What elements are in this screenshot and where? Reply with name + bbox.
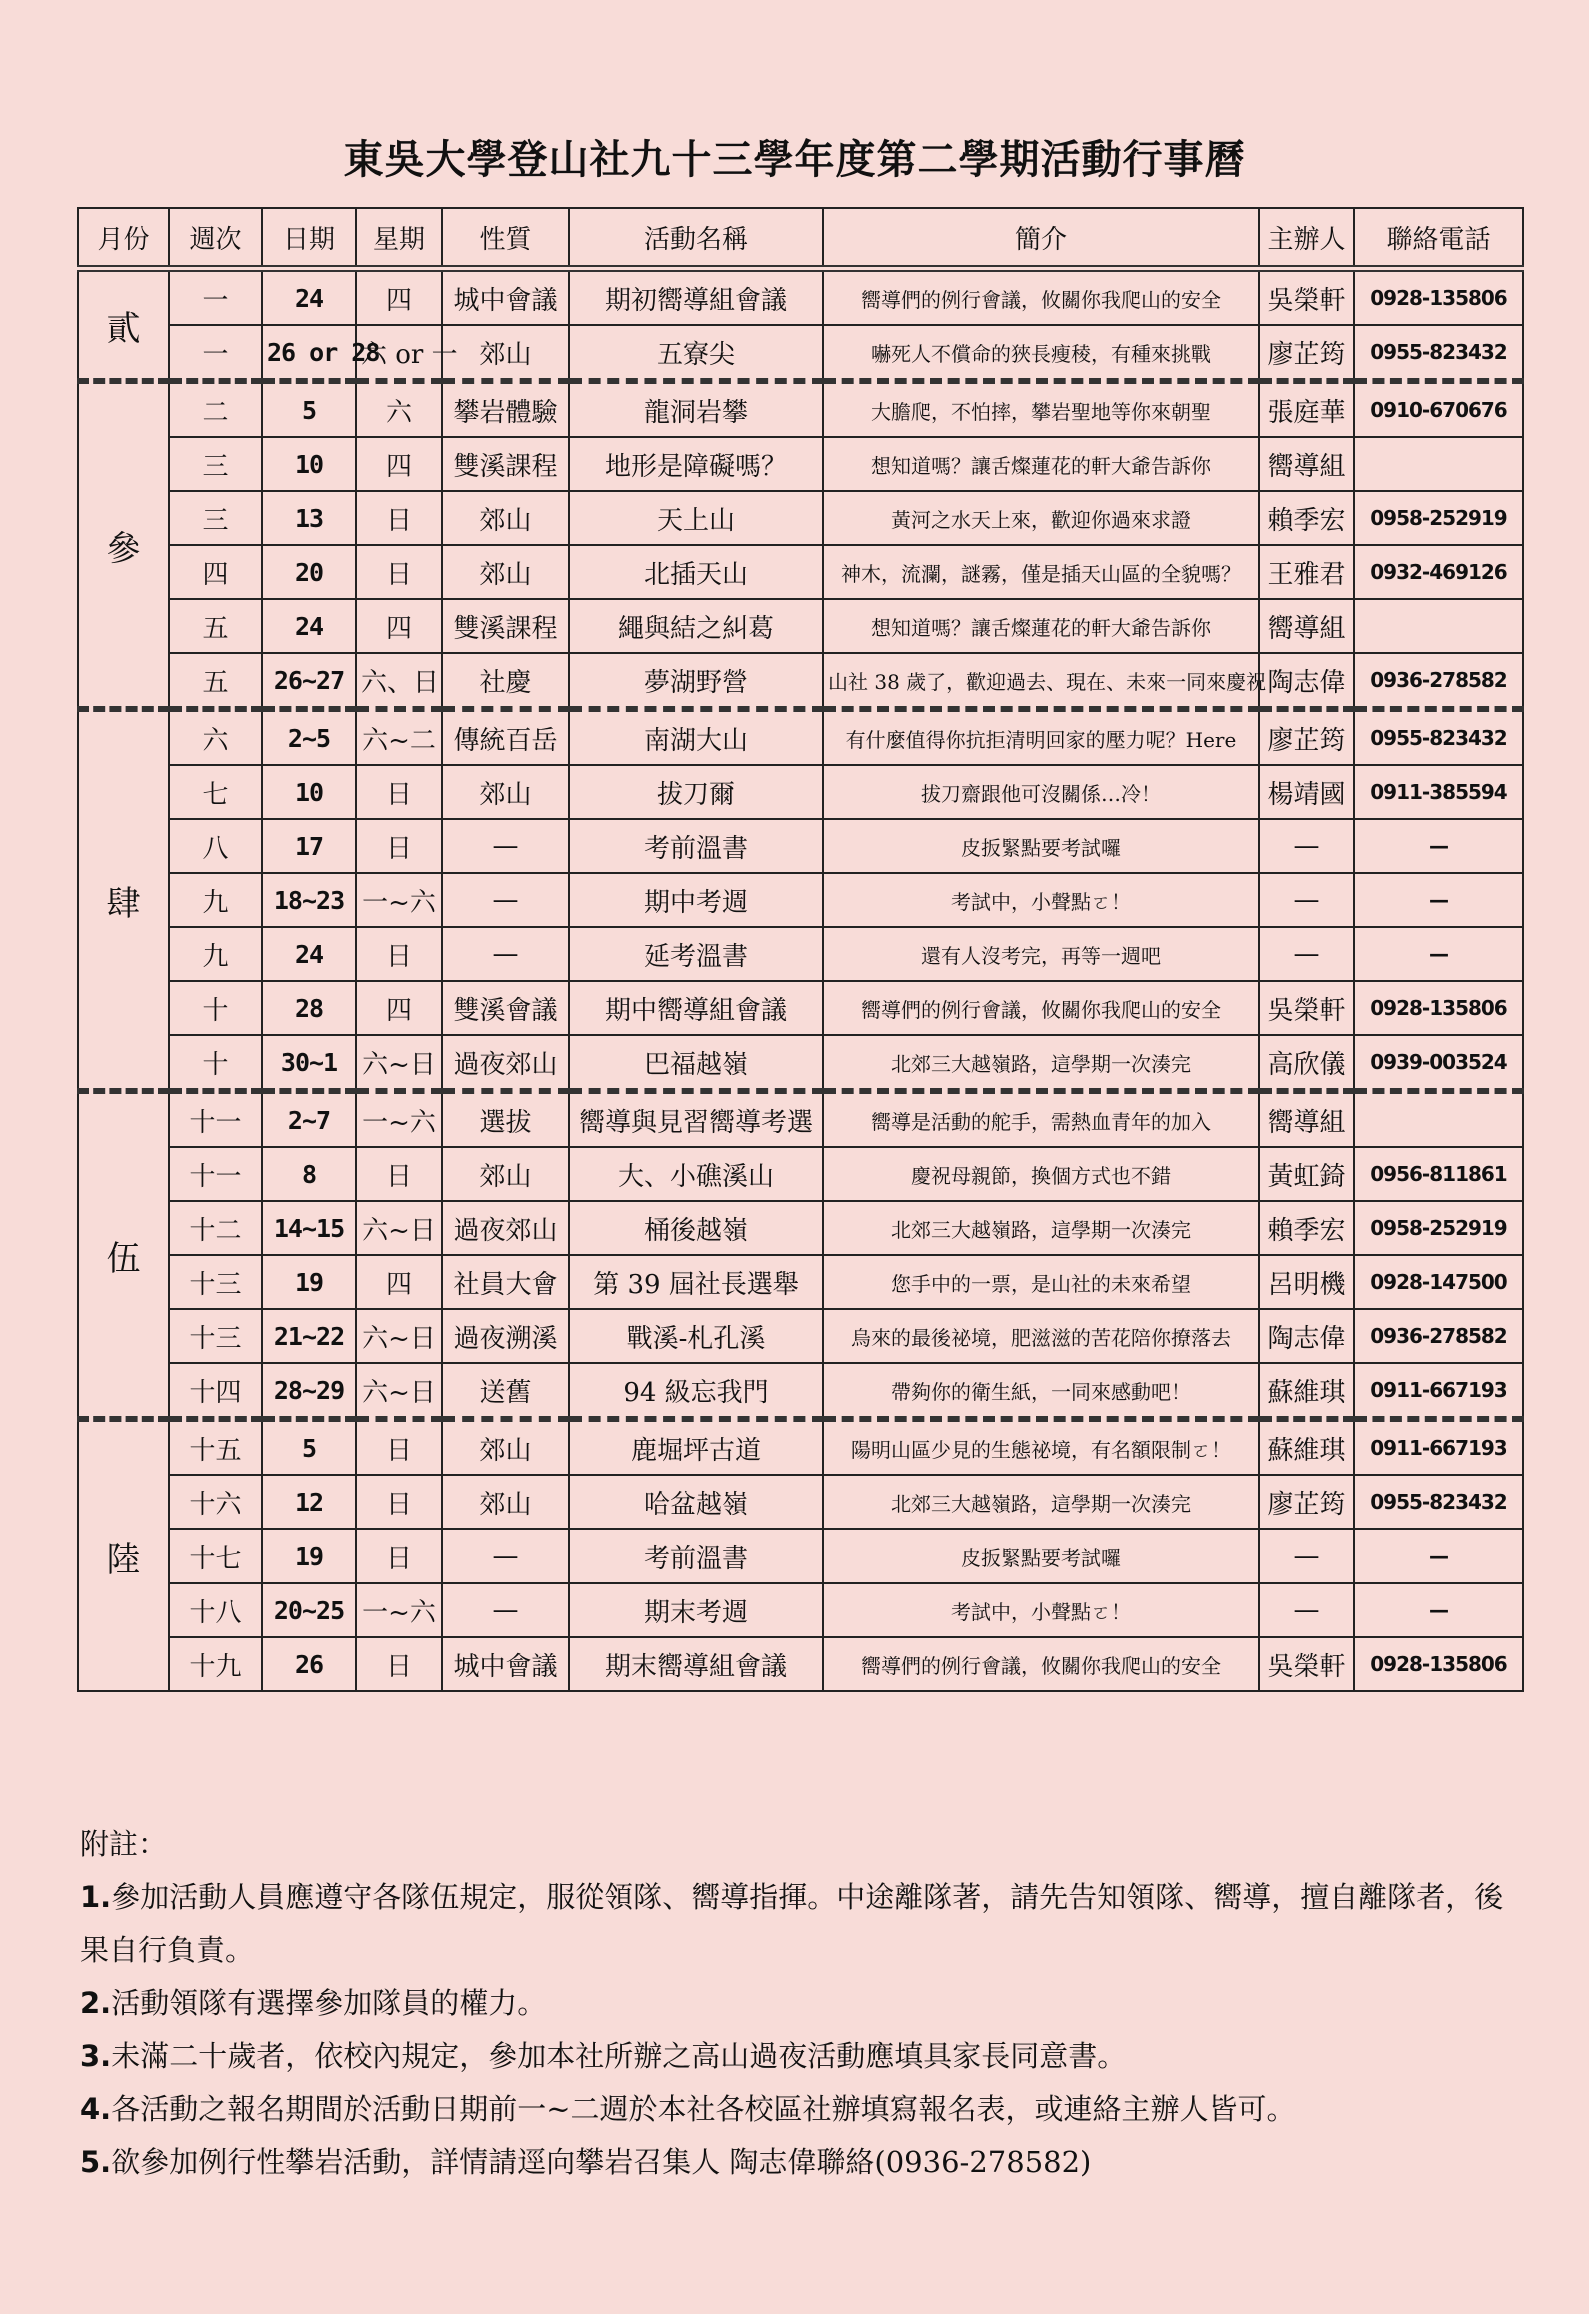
note-text: 欲參加例行性攀岩活動，詳情請逕向攀岩召集人 陶志偉聯絡(0936-278582) — [111, 2145, 1092, 2179]
week-cell: 四 — [169, 545, 262, 599]
host-cell: — — [1259, 1529, 1354, 1583]
table-row — [78, 1035, 1523, 1091]
phone-cell: 0955-823432 — [1354, 325, 1523, 381]
description-cell: 想知道嗎？讓舌燦蓮花的軒大爺告訴你 — [823, 437, 1259, 491]
week-cell: 六 — [169, 709, 262, 765]
description-cell: 北郊三大越嶺路，這學期一次湊完 — [823, 1201, 1259, 1255]
activity-name-cell: 第 39 屆社長選舉 — [569, 1255, 823, 1309]
table-row — [78, 1419, 1523, 1475]
type-cell: 社慶 — [442, 653, 569, 709]
date-cell: 20 — [262, 545, 356, 599]
notes-section — [80, 1818, 1530, 2189]
type-cell: 郊山 — [442, 1147, 569, 1201]
table-row — [78, 1363, 1523, 1419]
activity-name-cell: 龍洞岩攀 — [569, 381, 823, 437]
day-cell: 四 — [356, 599, 442, 653]
description-cell: 考試中，小聲點ㄛ！ — [823, 873, 1259, 927]
activity-name-cell: 大、小礁溪山 — [569, 1147, 823, 1201]
note-item — [80, 2083, 1530, 2136]
note-text: 各活動之報名期間於活動日期前一~二週於本社各校區社辦填寫報名表，或連絡主辦人皆可。 — [111, 2092, 1296, 2126]
date-cell: 13 — [262, 491, 356, 545]
week-cell: 十一 — [169, 1147, 262, 1201]
activity-name-cell: 南湖大山 — [569, 709, 823, 765]
phone-cell: 0955-823432 — [1354, 709, 1523, 765]
activity-table — [77, 207, 1524, 1692]
activity-name-cell: 哈盆越嶺 — [569, 1475, 823, 1529]
date-cell: 8 — [262, 1147, 356, 1201]
activity-name-cell: 94 級忘我門 — [569, 1363, 823, 1419]
week-cell: 七 — [169, 765, 262, 819]
week-cell: 十 — [169, 1035, 262, 1091]
phone-cell: 0939-003524 — [1354, 1035, 1523, 1091]
week-cell: 五 — [169, 599, 262, 653]
day-cell: 日 — [356, 1529, 442, 1583]
table-row — [78, 1147, 1523, 1201]
type-cell: 社員大會 — [442, 1255, 569, 1309]
date-cell: 26 — [262, 1637, 356, 1691]
date-cell: 5 — [262, 1419, 356, 1475]
date-cell: 5 — [262, 381, 356, 437]
week-cell: 十五 — [169, 1419, 262, 1475]
description-cell: 帶夠你的衛生紙，一同來感動吧！ — [823, 1363, 1259, 1419]
phone-cell: 0911-385594 — [1354, 765, 1523, 819]
activity-name-cell: 拔刀爾 — [569, 765, 823, 819]
host-cell: — — [1259, 1583, 1354, 1637]
date-cell: 28~29 — [262, 1363, 356, 1419]
phone-cell — [1354, 599, 1523, 653]
table-row — [78, 1309, 1523, 1363]
day-cell: 六 — [356, 381, 442, 437]
description-cell: 考試中，小聲點ㄛ！ — [823, 1583, 1259, 1637]
activity-name-cell: 戰溪-札孔溪 — [569, 1309, 823, 1363]
note-text: 活動領隊有選擇參加隊員的權力。 — [111, 1986, 547, 2020]
host-cell: 陶志偉 — [1259, 1309, 1354, 1363]
week-cell: 十六 — [169, 1475, 262, 1529]
activity-name-cell: 五寮尖 — [569, 325, 823, 381]
type-cell: — — [442, 1583, 569, 1637]
week-cell: 二 — [169, 381, 262, 437]
activity-name-cell: 考前溫書 — [569, 1529, 823, 1583]
type-cell: — — [442, 1529, 569, 1583]
date-cell: 24 — [262, 599, 356, 653]
phone-cell: 0936-278582 — [1354, 1309, 1523, 1363]
type-cell: 過夜郊山 — [442, 1035, 569, 1091]
phone-cell: 0955-823432 — [1354, 1475, 1523, 1529]
week-cell: 八 — [169, 819, 262, 873]
type-cell: 郊山 — [442, 765, 569, 819]
type-cell: 雙溪課程 — [442, 437, 569, 491]
week-cell: 三 — [169, 491, 262, 545]
week-cell: 十二 — [169, 1201, 262, 1255]
phone-cell — [1354, 437, 1523, 491]
header-host: 主辦人 — [1259, 208, 1354, 269]
description-cell: 皮扳緊點要考試囉 — [823, 1529, 1259, 1583]
activity-name-cell: 地形是障礙嗎？ — [569, 437, 823, 491]
note-number: 5. — [80, 2145, 112, 2179]
day-cell: 日 — [356, 1475, 442, 1529]
header-day: 星期 — [356, 208, 442, 269]
phone-cell: — — [1354, 927, 1523, 981]
day-cell: 六 or 一 — [356, 325, 442, 381]
table-header-row — [78, 208, 1523, 269]
day-cell: 日 — [356, 927, 442, 981]
host-cell: 賴季宏 — [1259, 491, 1354, 545]
week-cell: 十七 — [169, 1529, 262, 1583]
phone-cell: — — [1354, 1529, 1523, 1583]
description-cell: 嚮導們的例行會議，攸關你我爬山的安全 — [823, 1637, 1259, 1691]
date-cell: 24 — [262, 927, 356, 981]
note-text: 未滿二十歲者，依校內規定，參加本社所辦之高山過夜活動應填具家長同意書。 — [111, 2039, 1127, 2073]
description-cell: 大膽爬，不怕摔，攀岩聖地等你來朝聖 — [823, 381, 1259, 437]
month-cell: 貳 — [78, 269, 169, 382]
date-cell: 19 — [262, 1255, 356, 1309]
host-cell: 吳榮軒 — [1259, 1637, 1354, 1691]
activity-name-cell: 期中嚮導組會議 — [569, 981, 823, 1035]
table-row — [78, 325, 1523, 381]
table-row — [78, 981, 1523, 1035]
phone-cell: — — [1354, 819, 1523, 873]
week-cell: 一 — [169, 269, 262, 326]
header-month: 月份 — [78, 208, 169, 269]
day-cell: 日 — [356, 1419, 442, 1475]
type-cell: 雙溪課程 — [442, 599, 569, 653]
day-cell: 四 — [356, 437, 442, 491]
description-cell: 神木，流瀾，謎霧，僅是插天山區的全貌嗎？ — [823, 545, 1259, 599]
day-cell: 六、日 — [356, 653, 442, 709]
activity-name-cell: 鹿堀坪古道 — [569, 1419, 823, 1475]
phone-cell: 0956-811861 — [1354, 1147, 1523, 1201]
week-cell: 九 — [169, 873, 262, 927]
type-cell: — — [442, 873, 569, 927]
header-phone: 聯絡電話 — [1354, 208, 1523, 269]
notes-heading: 附註： — [80, 1827, 168, 1861]
phone-cell: — — [1354, 1583, 1523, 1637]
note-item — [80, 1977, 1530, 2030]
phone-cell: 0911-667193 — [1354, 1419, 1523, 1475]
note-text: 參加活動人員應遵守各隊伍規定，服從領隊、嚮導指揮。中途離隊著，請先告知領隊、嚮導，擅自離隊者，後果自行負責。 — [80, 1880, 1504, 1967]
table-row — [78, 1255, 1523, 1309]
date-cell: 20~25 — [262, 1583, 356, 1637]
phone-cell: 0958-252919 — [1354, 1201, 1523, 1255]
week-cell: 三 — [169, 437, 262, 491]
host-cell: 嚮導組 — [1259, 437, 1354, 491]
type-cell: 過夜溯溪 — [442, 1309, 569, 1363]
table-row — [78, 653, 1523, 709]
day-cell: 日 — [356, 819, 442, 873]
phone-cell — [1354, 1091, 1523, 1147]
description-cell: 北郊三大越嶺路，這學期一次湊完 — [823, 1475, 1259, 1529]
week-cell: 五 — [169, 653, 262, 709]
description-cell: 黃河之水天上來，歡迎你過來求證 — [823, 491, 1259, 545]
host-cell: 廖芷筠 — [1259, 709, 1354, 765]
description-cell: 嚮導是活動的舵手，需熱血青年的加入 — [823, 1091, 1259, 1147]
host-cell: 呂明機 — [1259, 1255, 1354, 1309]
day-cell: 六~日 — [356, 1201, 442, 1255]
day-cell: 四 — [356, 269, 442, 326]
description-cell: 皮扳緊點要考試囉 — [823, 819, 1259, 873]
host-cell: 吳榮軒 — [1259, 269, 1354, 326]
phone-cell: 0928-135806 — [1354, 1637, 1523, 1691]
day-cell: 日 — [356, 491, 442, 545]
activity-name-cell: 期中考週 — [569, 873, 823, 927]
table-row — [78, 1583, 1523, 1637]
description-cell: 想知道嗎？讓舌燦蓮花的軒大爺告訴你 — [823, 599, 1259, 653]
description-cell: 陽明山區少見的生態祕境，有名額限制ㄛ！ — [823, 1419, 1259, 1475]
table-row — [78, 491, 1523, 545]
day-cell: 日 — [356, 765, 442, 819]
host-cell: 廖芷筠 — [1259, 325, 1354, 381]
date-cell: 26 or 28 — [262, 325, 356, 381]
header-week: 週次 — [169, 208, 262, 269]
table-row — [78, 1475, 1523, 1529]
day-cell: 一~六 — [356, 873, 442, 927]
type-cell: 送舊 — [442, 1363, 569, 1419]
date-cell: 10 — [262, 437, 356, 491]
description-cell: 拔刀齋跟他可沒關係…冷！ — [823, 765, 1259, 819]
type-cell: 郊山 — [442, 1419, 569, 1475]
host-cell: 嚮導組 — [1259, 1091, 1354, 1147]
phone-cell: 0958-252919 — [1354, 491, 1523, 545]
activity-name-cell: 期末考週 — [569, 1583, 823, 1637]
date-cell: 10 — [262, 765, 356, 819]
month-cell: 參 — [78, 381, 169, 709]
date-cell: 19 — [262, 1529, 356, 1583]
day-cell: 六~日 — [356, 1363, 442, 1419]
week-cell: 十三 — [169, 1255, 262, 1309]
phone-cell: 0910-670676 — [1354, 381, 1523, 437]
table-row — [78, 927, 1523, 981]
type-cell: 傳統百岳 — [442, 709, 569, 765]
note-item — [80, 2030, 1530, 2083]
table-row — [78, 381, 1523, 437]
type-cell: 郊山 — [442, 1475, 569, 1529]
phone-cell: 0928-147500 — [1354, 1255, 1523, 1309]
activity-name-cell: 考前溫書 — [569, 819, 823, 873]
host-cell: — — [1259, 819, 1354, 873]
header-date: 日期 — [262, 208, 356, 269]
activity-name-cell: 繩與結之糾葛 — [569, 599, 823, 653]
description-cell: 您手中的一票，是山社的未來希望 — [823, 1255, 1259, 1309]
type-cell: 攀岩體驗 — [442, 381, 569, 437]
host-cell: 蘇維琪 — [1259, 1363, 1354, 1419]
host-cell: 張庭華 — [1259, 381, 1354, 437]
phone-cell: 0911-667193 — [1354, 1363, 1523, 1419]
description-cell: 山社 38 歲了，歡迎過去、現在、未來一同來慶祝 — [823, 653, 1259, 709]
day-cell: 日 — [356, 1637, 442, 1691]
week-cell: 一 — [169, 325, 262, 381]
type-cell: — — [442, 927, 569, 981]
table-row — [78, 1637, 1523, 1691]
activity-name-cell: 天上山 — [569, 491, 823, 545]
host-cell: 廖芷筠 — [1259, 1475, 1354, 1529]
table-row — [78, 599, 1523, 653]
day-cell: 六~日 — [356, 1309, 442, 1363]
day-cell: 四 — [356, 981, 442, 1035]
host-cell: 高欣儀 — [1259, 1035, 1354, 1091]
table-row — [78, 1091, 1523, 1147]
description-cell: 烏來的最後祕境，肥滋滋的苦花陪你撩落去 — [823, 1309, 1259, 1363]
host-cell: 陶志偉 — [1259, 653, 1354, 709]
host-cell: 楊靖國 — [1259, 765, 1354, 819]
month-cell: 陸 — [78, 1419, 169, 1691]
day-cell: 六~日 — [356, 1035, 442, 1091]
activity-name-cell: 夢湖野營 — [569, 653, 823, 709]
note-number: 1. — [80, 1880, 112, 1914]
date-cell: 18~23 — [262, 873, 356, 927]
date-cell: 21~22 — [262, 1309, 356, 1363]
day-cell: 一~六 — [356, 1091, 442, 1147]
week-cell: 九 — [169, 927, 262, 981]
phone-cell: 0936-278582 — [1354, 653, 1523, 709]
description-cell: 慶祝母親節，換個方式也不錯 — [823, 1147, 1259, 1201]
activity-name-cell: 巴福越嶺 — [569, 1035, 823, 1091]
date-cell: 2~7 — [262, 1091, 356, 1147]
table-body — [78, 269, 1523, 1692]
description-cell: 嚇死人不償命的狹長瘦稜，有種來挑戰 — [823, 325, 1259, 381]
page-title: 東吳大學登山社九十三學年度第二學期活動行事曆 — [343, 137, 1246, 183]
host-cell: — — [1259, 927, 1354, 981]
table-row — [78, 269, 1523, 326]
table-row — [78, 709, 1523, 765]
type-cell: 城中會議 — [442, 269, 569, 326]
header-type: 性質 — [442, 208, 569, 269]
description-cell: 還有人沒考完，再等一週吧 — [823, 927, 1259, 981]
note-item — [80, 1871, 1530, 1977]
description-cell: 嚮導們的例行會議，攸關你我爬山的安全 — [823, 981, 1259, 1035]
header-name: 活動名稱 — [569, 208, 823, 269]
date-cell: 26~27 — [262, 653, 356, 709]
week-cell: 十 — [169, 981, 262, 1035]
month-cell: 肆 — [78, 709, 169, 1091]
week-cell: 十九 — [169, 1637, 262, 1691]
date-cell: 24 — [262, 269, 356, 326]
week-cell: 十三 — [169, 1309, 262, 1363]
activity-name-cell: 延考溫書 — [569, 927, 823, 981]
host-cell: — — [1259, 873, 1354, 927]
month-cell: 伍 — [78, 1091, 169, 1419]
host-cell: 賴季宏 — [1259, 1201, 1354, 1255]
table-row — [78, 1201, 1523, 1255]
activity-name-cell: 北插天山 — [569, 545, 823, 599]
phone-cell: 0928-135806 — [1354, 981, 1523, 1035]
table-row — [78, 765, 1523, 819]
activity-name-cell: 期初嚮導組會議 — [569, 269, 823, 326]
phone-cell: 0928-135806 — [1354, 269, 1523, 326]
date-cell: 12 — [262, 1475, 356, 1529]
note-number: 3. — [80, 2039, 112, 2073]
week-cell: 十一 — [169, 1091, 262, 1147]
host-cell: 蘇維琪 — [1259, 1419, 1354, 1475]
host-cell: 嚮導組 — [1259, 599, 1354, 653]
table-row — [78, 873, 1523, 927]
week-cell: 十四 — [169, 1363, 262, 1419]
type-cell: 郊山 — [442, 491, 569, 545]
date-cell: 14~15 — [262, 1201, 356, 1255]
type-cell: 雙溪會議 — [442, 981, 569, 1035]
type-cell: 城中會議 — [442, 1637, 569, 1691]
description-cell: 有什麼值得你抗拒清明回家的壓力呢？Here — [823, 709, 1259, 765]
phone-cell: — — [1354, 873, 1523, 927]
day-cell: 六~二 — [356, 709, 442, 765]
date-cell: 17 — [262, 819, 356, 873]
activity-name-cell: 嚮導與見習嚮導考選 — [569, 1091, 823, 1147]
host-cell: 黃虹錡 — [1259, 1147, 1354, 1201]
description-cell: 北郊三大越嶺路，這學期一次湊完 — [823, 1035, 1259, 1091]
description-cell: 嚮導們的例行會議，攸關你我爬山的安全 — [823, 269, 1259, 326]
type-cell: 過夜郊山 — [442, 1201, 569, 1255]
note-number: 4. — [80, 2092, 112, 2126]
host-cell: 王雅君 — [1259, 545, 1354, 599]
header-desc: 簡介 — [823, 208, 1259, 269]
type-cell: 郊山 — [442, 545, 569, 599]
activity-name-cell: 桶後越嶺 — [569, 1201, 823, 1255]
note-number: 2. — [80, 1986, 112, 2020]
phone-cell: 0932-469126 — [1354, 545, 1523, 599]
table-row — [78, 1529, 1523, 1583]
activity-name-cell: 期末嚮導組會議 — [569, 1637, 823, 1691]
table-row — [78, 819, 1523, 873]
day-cell: 四 — [356, 1255, 442, 1309]
day-cell: 一~六 — [356, 1583, 442, 1637]
table-row — [78, 545, 1523, 599]
notes-list — [80, 1871, 1530, 2189]
host-cell: 吳榮軒 — [1259, 981, 1354, 1035]
day-cell: 日 — [356, 1147, 442, 1201]
type-cell: — — [442, 819, 569, 873]
date-cell: 2~5 — [262, 709, 356, 765]
type-cell: 郊山 — [442, 325, 569, 381]
day-cell: 日 — [356, 545, 442, 599]
date-cell: 28 — [262, 981, 356, 1035]
type-cell: 選拔 — [442, 1091, 569, 1147]
note-item — [80, 2136, 1530, 2189]
date-cell: 30~1 — [262, 1035, 356, 1091]
table-row — [78, 437, 1523, 491]
week-cell: 十八 — [169, 1583, 262, 1637]
